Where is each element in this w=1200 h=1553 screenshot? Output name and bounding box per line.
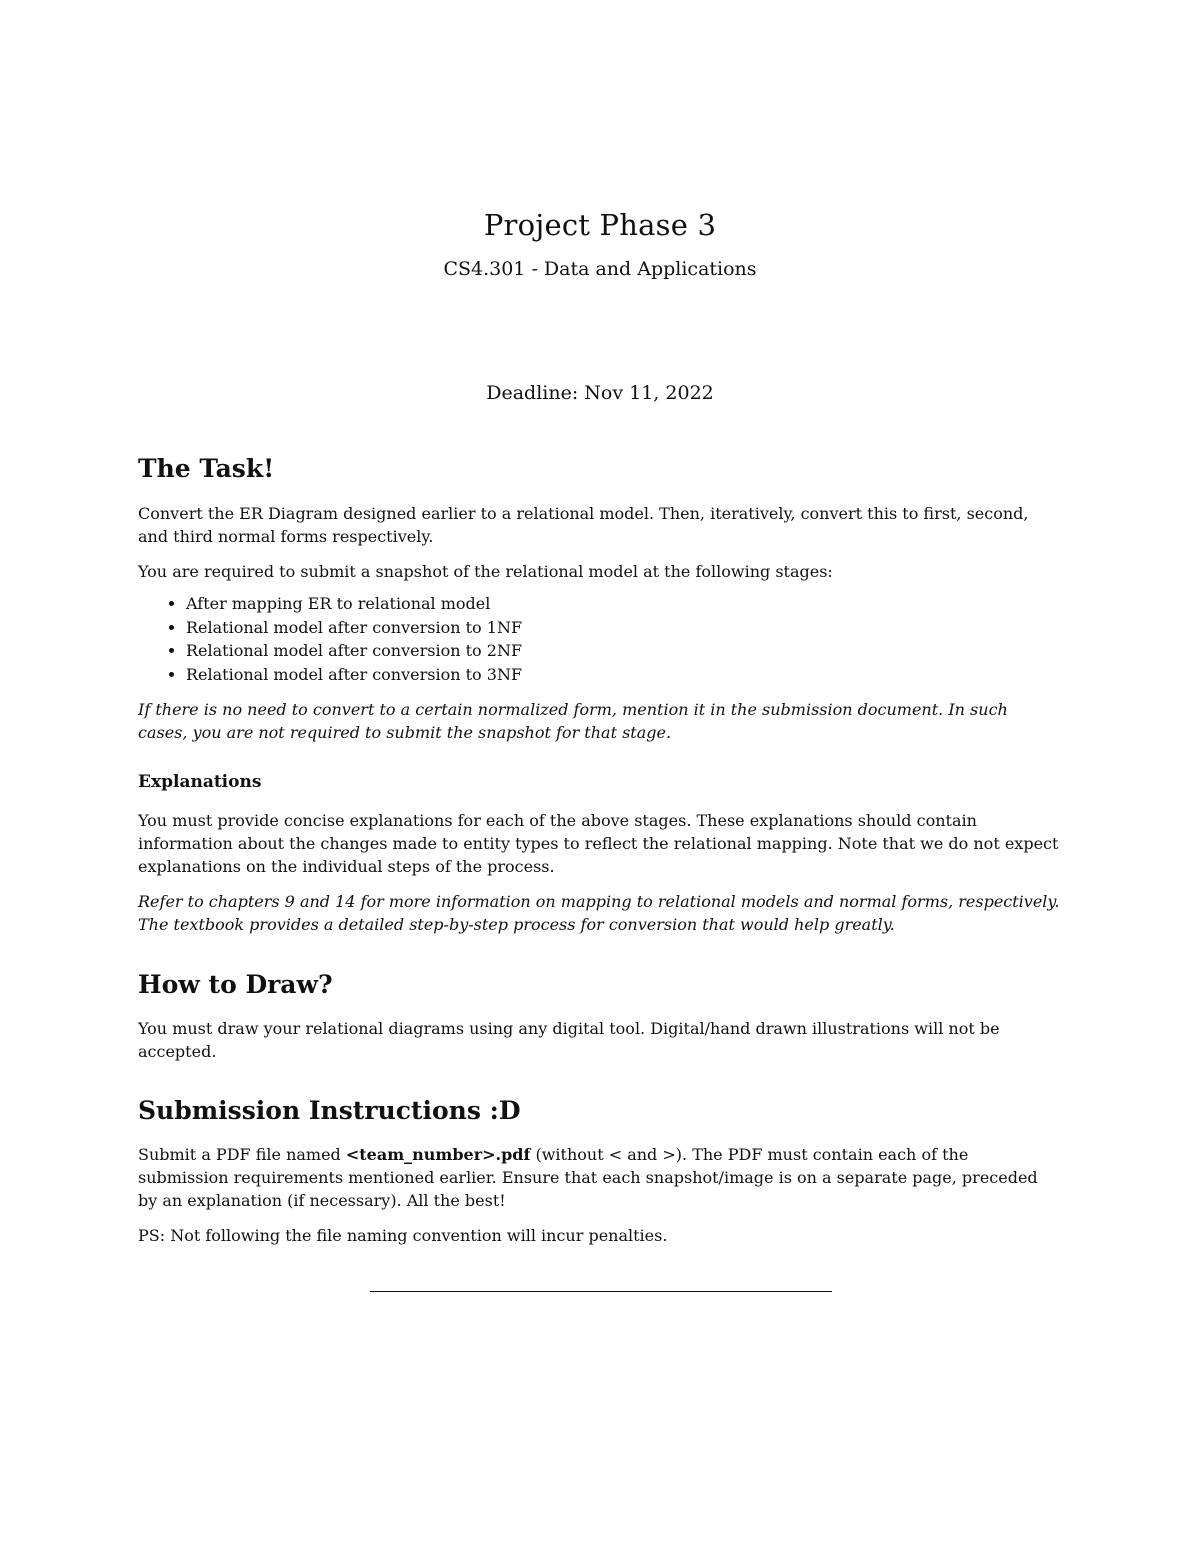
submission-text-end: (without < and >). The PDF must contain each of the submission requirements mentioned earlier. Ensure that each snapshot/image is on a separate page, preceded by an explanation (if necessary). All the best! [138,1145,1038,1210]
explanations-note: Refer to chapters 9 and 14 for more information on mapping to relational models and normal forms, respectively. The textbook provides a detailed step-by-step process for conversion that would help greatly. [138,892,1060,934]
list-item: • Relational model after conversion to 2NF [186,639,1062,663]
course-subtitle: CS4.301 - Data and Applications [443,258,757,280]
task-heading: The Task! [138,454,275,483]
document-title: Project Phase 3 [483,208,717,242]
stages-list [138,592,1062,686]
submission-paragraph [138,1143,1062,1212]
deadline-text: Deadline: Nov 11, 2022 [486,382,714,404]
list-item: • After mapping ER to relational model [186,592,1062,616]
explanations-paragraph: You must provide concise explanations for each of the above stages. These explanations should contain information about the changes made to entity types to reflect the relational mapping. Note that we do not expect explanations on the individual steps of the process. [138,811,1059,876]
draw-heading: How to Draw? [138,970,333,999]
list-item: • Relational model after conversion to 1NF [186,616,1062,640]
submission-heading: Submission Instructions :D [138,1096,521,1125]
task-paragraph-1: Convert the ER Diagram designed earlier to a relational model. Then, iteratively, convert this to first, second, and third normal forms respectively. [138,504,1029,546]
submission-text-start: Submit a PDF file named [138,1145,346,1164]
horizontal-rule [370,1291,832,1292]
list-item: • Relational model after conversion to 3NF [186,663,1062,687]
task-paragraph-2: You are required to submit a snapshot of the relational model at the following stages: [138,562,833,581]
document-body [138,452,1062,1247]
explanations-heading: Explanations [138,772,262,792]
draw-paragraph: You must draw your relational diagrams using any digital tool. Digital/hand drawn illustrations will not be accepted. [138,1019,1000,1061]
ps-note: PS: Not following the file naming convention will incur penalties. [138,1226,668,1245]
task-note: If there is no need to convert to a certain normalized form, mention it in the submission document. In such cases, you are not required to submit the snapshot for that stage. [138,700,1008,742]
filename-text: <team_number>.pdf [345,1145,531,1164]
